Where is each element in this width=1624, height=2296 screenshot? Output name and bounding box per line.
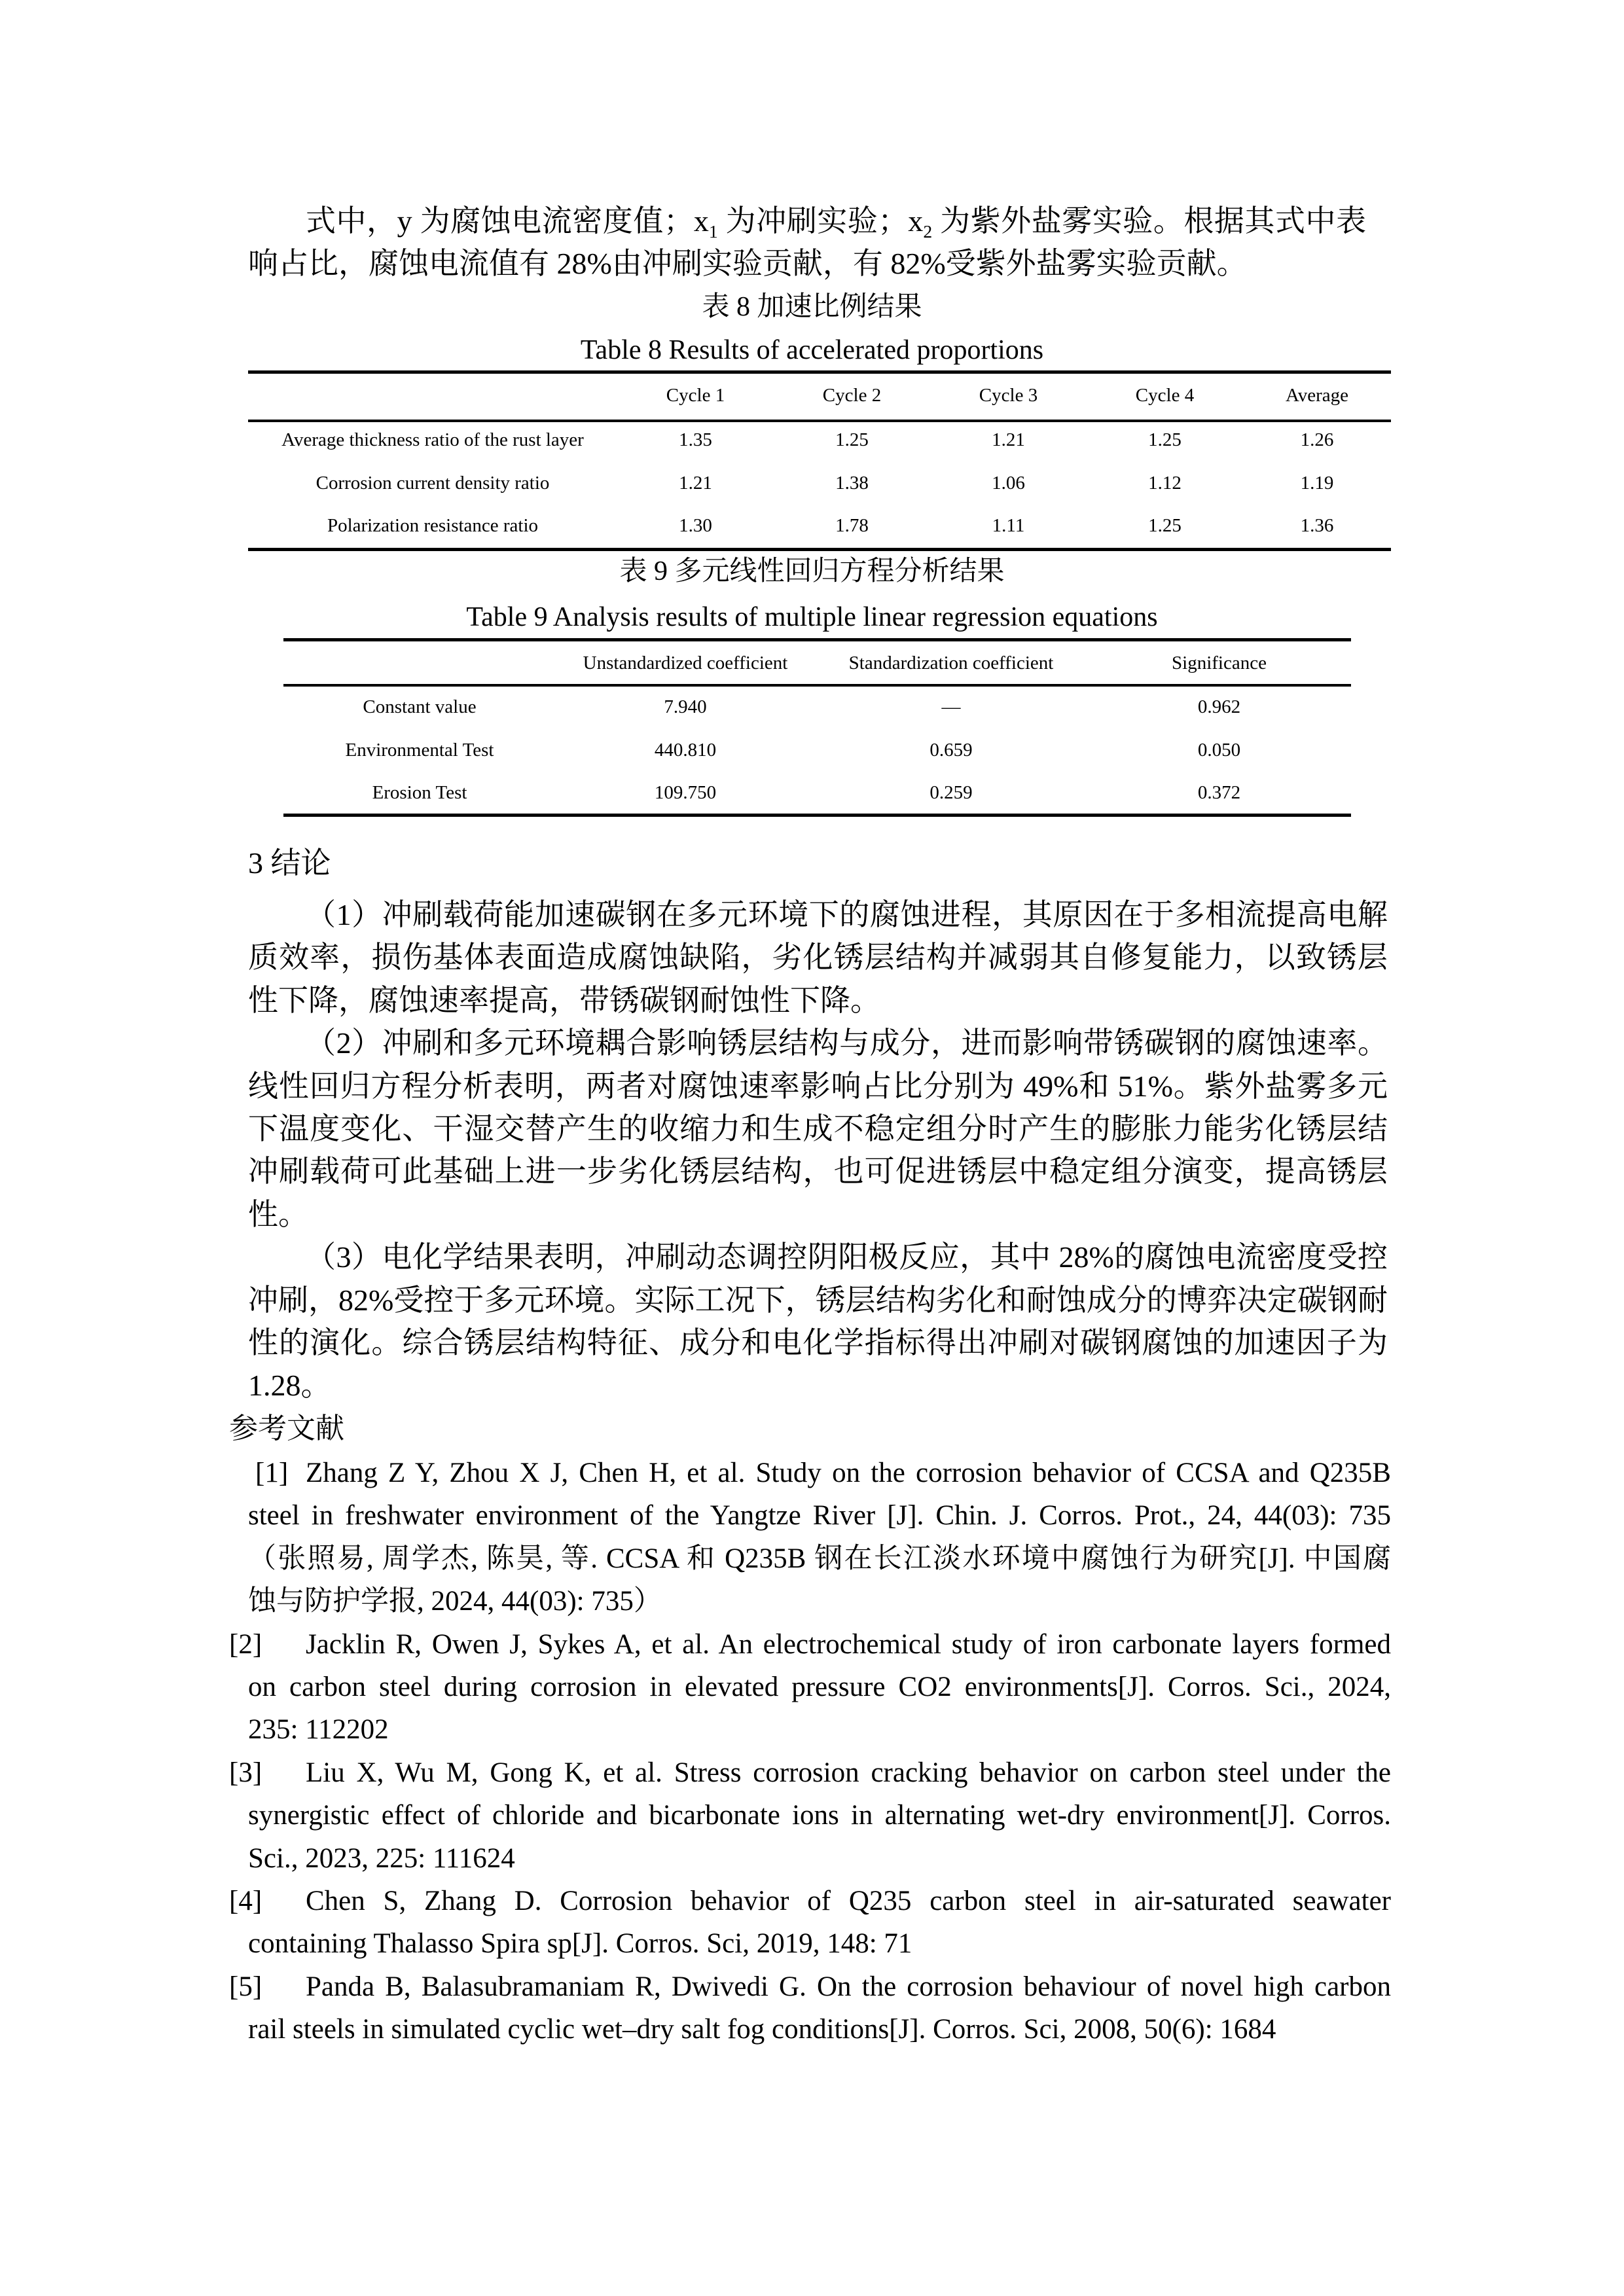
paragraph-line: （3）电化学结果表明，冲刷动态调控阴阳极反应，其中 28%的腐蚀电流密度受控 [306,1240,1388,1274]
table-cell: 1.38 [835,473,869,493]
table-cell: 0.962 [1197,696,1241,717]
row-label: Average thickness ratio of the rust layer [281,429,584,450]
reference-number: [2] [229,1629,262,1660]
table-cell: 7.940 [664,696,707,717]
reference-line: 蚀与防护学报, 2024, 44(03): 735） [248,1586,662,1617]
column-header: Average [1285,385,1349,406]
paragraph-line: 下温度变化、干湿交替产生的收缩力和生成不稳定组分时产生的膨胀力能劣化锈层结 [248,1112,1388,1145]
column-header: Cycle 4 [1135,385,1195,406]
table-cell: 1.26 [1300,429,1334,450]
paragraph-line: 性下降，腐蚀速率提高，带锈碳钢耐蚀性下降。 [248,984,880,1017]
section-heading: 3 结论 [248,846,331,880]
reference-line: rail steels in simulated cyclic wet–dry salt fog conditions[J]. Corros. Sci, 2008, 50(6): 1684 [248,2014,1276,2045]
paragraph-line: 1.28。 [248,1369,331,1402]
table-cell: 1.21 [992,429,1025,450]
paragraph-line: 质效率，损伤基体表面造成腐蚀缺陷，劣化锈层结构并减弱其自修复能力，以致锈层 [248,941,1388,974]
paragraph-line: 性。 [248,1198,308,1231]
intro-line-2: 响占比，腐蚀电流值有 28%由冲刷实验贡献，有 82%受紫外盐雾实验贡献。 [248,247,1247,280]
reference-line: Panda B, Balasubramaniam R, Dwivedi G. On the corrosion behaviour of novel high carbon [306,1971,1391,2002]
table-cell: 0.372 [1197,782,1241,803]
intro-text: 式中，y 为腐蚀电流密度值；x [306,204,709,238]
reference-number: [3] [229,1757,262,1788]
intro-text: 为紫外盐雾实验。根据其式中表 [940,204,1366,238]
row-label: Corrosion current density ratio [316,473,550,493]
reference-line: （张照易, 周学杰, 陈昊, 等. CCSA 和 Q235B 钢在长江淡水环境中腐蚀行为研究[J]. 中国腐 [248,1543,1391,1574]
intro-line-1 [306,202,1366,241]
table-cell: 1.06 [992,473,1025,493]
table-cell: 1.25 [1148,429,1182,450]
reference-line: Jacklin R, Owen J, Sykes A, et al. An electrochemical study of iron carbonate layers formed [306,1629,1391,1660]
table-cell: 109.750 [654,782,717,803]
table-cell: 1.21 [679,473,712,493]
reference-number: [1] [255,1458,289,1488]
table-cell: 1.11 [992,515,1025,536]
table-top-rule [283,638,1351,641]
column-header: Unstandardized coefficient [583,653,788,673]
reference-line: Sci., 2023, 225: 111624 [248,1843,515,1874]
table-cell: 1.19 [1300,473,1334,493]
table-cell: — [941,696,961,717]
table-cell: 1.35 [679,429,712,450]
column-header: Cycle 2 [822,385,882,406]
table-cell: 1.25 [1148,515,1182,536]
paragraph-line: （2）冲刷和多元环境耦合影响锈层结构与成分，进而影响带锈碳钢的腐蚀速率。 [306,1026,1388,1060]
row-label: Environmental Test [345,740,494,761]
reference-line: Chen S, Zhang D. Corrosion behavior of Q235 carbon steel in air-saturated seawater [306,1886,1391,1916]
table-cell: 0.659 [929,740,973,761]
table-cell: 1.36 [1300,515,1334,536]
table9-caption-cn: 表 9 多元线性回归方程分析结果 [619,556,1005,586]
table-bottom-rule [283,814,1351,817]
paragraph-line: 冲刷，82%受控于多元环境。实际工况下，锈层结构劣化和耐蚀成分的博弈决定碳钢耐 [248,1283,1388,1317]
table9-caption-en: Table 9 Analysis results of multiple linear regression equations [466,602,1158,632]
paragraph-line: 性的演化。综合锈层结构特征、成分和电化学指标得出冲刷对碳钢腐蚀的加速因子为 [248,1326,1388,1359]
row-label: Constant value [363,696,477,717]
reference-line: 235: 112202 [248,1714,389,1745]
reference-number: [5] [229,1971,262,2002]
table-cell: 1.12 [1148,473,1182,493]
column-header: Cycle 3 [979,385,1038,406]
intro-text: 为冲刷实验；x [717,204,924,238]
paragraph-line: （1）冲刷载荷能加速碳钢在多元环境下的腐蚀进程，其原因在于多相流提高电解 [306,898,1388,931]
paragraph-line: 冲刷载荷可此基础上进一步劣化锈层结构，也可促进锈层中稳定组分演变，提高锈层 [248,1155,1388,1188]
reference-line: containing Thalasso Spira sp[J]. Corros. Sci, 2019, 148: 71 [248,1928,912,1959]
column-header: Cycle 1 [666,385,725,406]
table-cell: 1.78 [835,515,869,536]
row-label: Polarization resistance ratio [327,515,539,536]
reference-line: on carbon steel during corrosion in elevated pressure CO2 environments[J]. Corros. Sci., 2024, [248,1672,1391,1702]
table-top-rule [248,370,1391,374]
table-cell: 1.30 [679,515,712,536]
column-header: Standardization coefficient [848,653,1054,673]
reference-line: Liu X, Wu M, Gong K, et al. Stress corrosion cracking behavior on carbon steel under the [306,1757,1391,1788]
reference-line: steel in freshwater environment of the Yangtze River [J]. Chin. J. Corros. Prot., 24, 44(03): 735 [248,1500,1391,1531]
table-header-rule [248,420,1391,422]
row-label: Erosion Test [372,782,467,803]
table-header-rule [283,684,1351,687]
table-cell: 0.050 [1197,740,1241,761]
reference-line: synergistic effect of chloride and bicarbonate ions in alternating wet-dry environment[J]. Corros. [248,1800,1391,1831]
reference-number: [4] [229,1886,262,1916]
table-bottom-rule [248,548,1391,551]
table8-caption-cn: 表 8 加速比例结果 [702,292,922,322]
table8-caption-en: Table 8 Results of accelerated proportions [580,335,1044,365]
references-heading: 参考文献 [229,1412,344,1444]
table-cell: 1.25 [835,429,869,450]
subscript: 1 [708,221,718,241]
reference-line: Zhang Z Y, Zhou X J, Chen H, et al. Study on the corrosion behavior of CCSA and Q235B [306,1458,1391,1488]
table-cell: 0.259 [929,782,973,803]
paragraph-line: 线性回归方程分析表明，两者对腐蚀速率影响占比分别为 49%和 51%。紫外盐雾多元 [248,1069,1388,1103]
table-cell: 440.810 [654,740,717,761]
subscript: 2 [923,221,933,241]
column-header: Significance [1172,653,1267,673]
